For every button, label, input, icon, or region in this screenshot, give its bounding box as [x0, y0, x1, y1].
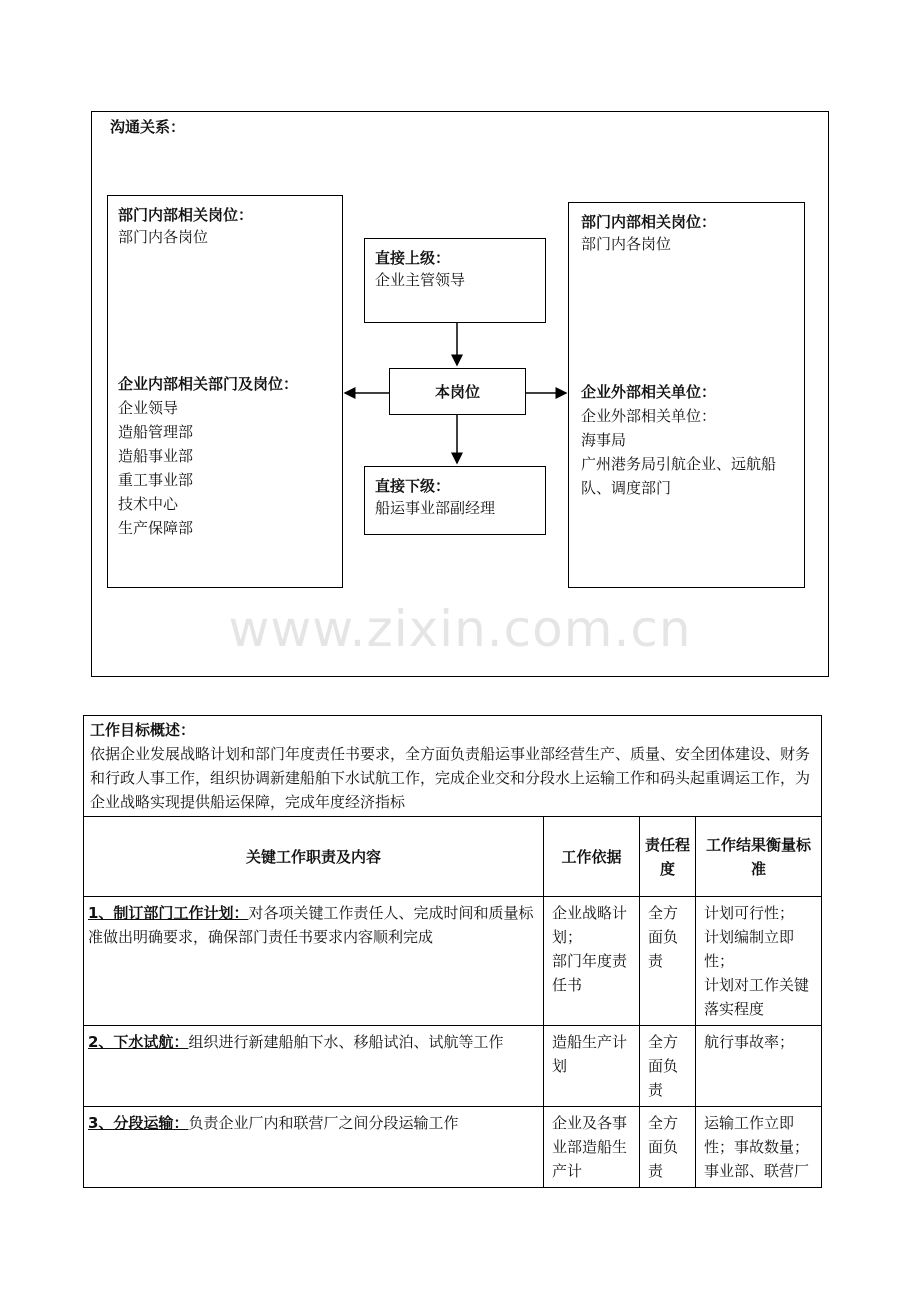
superior-value: 企业主管领导	[375, 271, 466, 289]
right-top-item: 部门内各岗位	[581, 235, 672, 253]
left-top-item: 部门内各岗位	[118, 228, 209, 246]
header-standard: 工作结果衡量标准	[696, 817, 822, 897]
duty-content: 对各项关键工作责任人、完成时间和质量标准做出明确要求，确保部门责任书要求内容顺利完成	[88, 904, 534, 946]
duty-content: 负责企业厂内和联营厂之间分段运输工作	[188, 1114, 459, 1132]
table-row	[84, 1026, 822, 1107]
left-bottom-item: 重工事业部	[118, 471, 194, 489]
duties-table	[83, 715, 822, 1188]
basis-item: 企业战略计划；	[552, 904, 628, 946]
watermark: www.zixin.com.cn	[228, 600, 692, 658]
duty-cell	[84, 1107, 544, 1188]
standard-item: 计划编制立即性；	[704, 928, 795, 970]
header-degree: 责任程度	[640, 817, 696, 897]
standard-item: 计划可行性；	[704, 904, 795, 922]
duty-content: 组织进行新建船舶下水、移船试泊、试航等工作	[188, 1033, 504, 1051]
basis-cell	[544, 897, 640, 1026]
communication-title: 沟通关系：	[110, 118, 186, 136]
basis-cell	[544, 1107, 640, 1188]
objective-row	[84, 716, 822, 817]
table-header-row	[84, 817, 822, 897]
basis-cell	[544, 1026, 640, 1107]
standard-cell	[696, 1026, 822, 1107]
basis-item: 造船生产计划	[552, 1033, 628, 1075]
standard-cell	[696, 897, 822, 1026]
table-row	[84, 897, 822, 1026]
left-bottom-item: 生产保障部	[118, 519, 194, 537]
standard-item: 计划对工作关键落实程度	[704, 976, 810, 1018]
degree-cell: 全方面负责	[640, 1026, 696, 1107]
duty-title: 3、分段运输：	[88, 1114, 189, 1132]
basis-item: 部门年度责任书	[552, 952, 628, 994]
objective-heading: 工作目标概述：	[90, 721, 196, 739]
left-bottom-item: 造船事业部	[118, 447, 194, 465]
subordinate-heading: 直接下级：	[375, 477, 451, 495]
standard-item: 运输工作立即性；事故数量；事业部、联营厂	[704, 1114, 810, 1180]
left-bottom-item: 造船管理部	[118, 423, 194, 441]
duty-rows	[84, 897, 822, 1188]
current-position-label: 本岗位	[434, 383, 480, 401]
right-top-heading: 部门内部相关岗位：	[581, 213, 717, 231]
right-bottom-heading: 企业外部相关单位：	[581, 383, 717, 401]
duty-title: 1、制订部门工作计划：	[88, 904, 249, 922]
objective-cell	[84, 716, 822, 817]
header-duty: 关键工作职责及内容	[84, 817, 544, 897]
duty-cell	[84, 1026, 544, 1107]
table-row	[84, 1107, 822, 1188]
left-bottom-heading: 企业内部相关部门及岗位：	[118, 375, 299, 393]
subordinate-value: 船运事业部副经理	[375, 499, 496, 517]
standard-item: 航行事故率；	[704, 1033, 795, 1051]
left-top-heading: 部门内部相关岗位：	[118, 206, 254, 224]
duty-cell	[84, 897, 544, 1026]
duty-title: 2、下水试航：	[88, 1033, 189, 1051]
right-bottom-item: 海事局	[581, 431, 627, 449]
superior-heading: 直接上级：	[375, 249, 451, 267]
right-bottom-item: 企业外部相关单位：	[581, 407, 717, 425]
basis-item: 企业及各事业部造船生产计	[552, 1114, 628, 1180]
objective-text: 依据企业发展战略计划和部门年度责任书要求，全方面负责船运事业部经营生产、质量、安全团体建设、财务和行政人事工作，组织协调新建船舶下水试航工作，完成企业交和分段水上运输工作和码头起重调运工作，为企业战略实现提供船运保障，完成年度经济指标	[90, 745, 811, 811]
right-bottom-item: 广州港务局引航企业、远航船队、调度部门	[581, 455, 777, 497]
left-bottom-item: 技术中心	[118, 495, 179, 513]
header-basis: 工作依据	[544, 817, 640, 897]
degree-cell: 全方面负责	[640, 897, 696, 1026]
degree-cell: 全方面负责	[640, 1107, 696, 1188]
left-bottom-item: 企业领导	[118, 399, 179, 417]
standard-cell	[696, 1107, 822, 1188]
